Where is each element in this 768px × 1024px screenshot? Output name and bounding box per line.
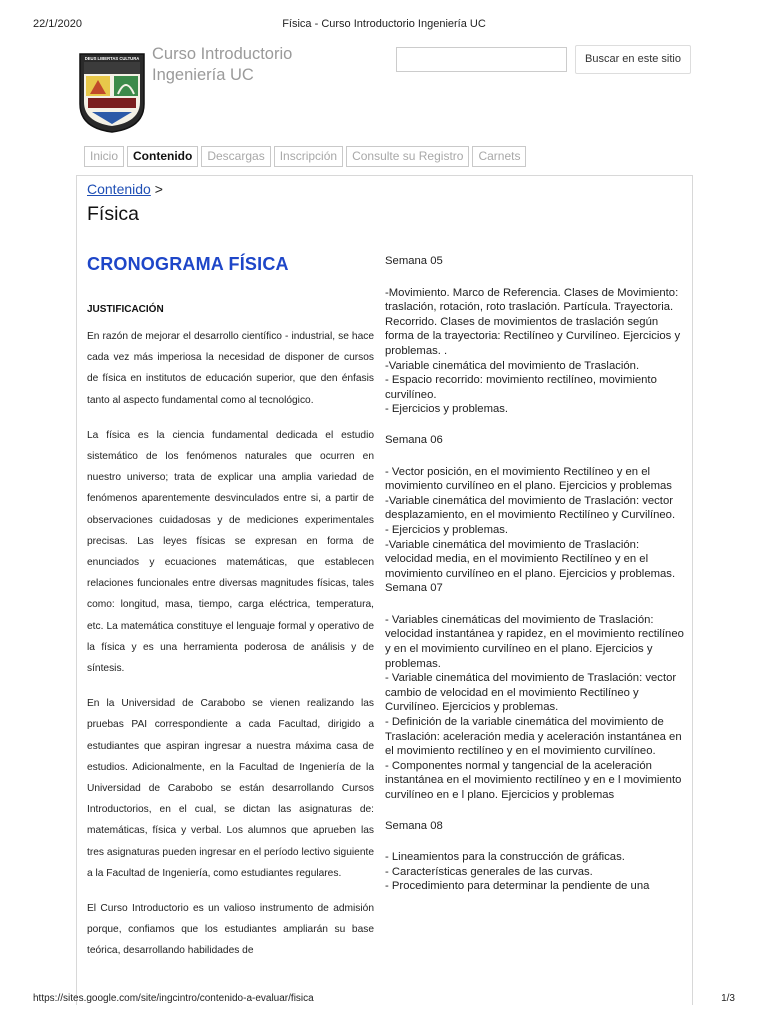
paragraph: El Curso Introductorio es un valioso instrumento de admisión porque, confiamos que los estudiantes ampliarán su base teórica, desarrollando habilidades de — [87, 903, 374, 957]
cronograma-heading: CRONOGRAMA FÍSICA — [87, 254, 289, 274]
paragraph: La física es la ciencia fundamental dedicada el estudio sistemático de los fenómenos naturales que ocurren en nuestro universo; trata de explicar una amplia variedad de fenómenos aparentemente desvinculados entre si, a partir de observaciones cuidadosas y de mediciones experimentales precisas. Las leyes físicas se expresan en forma de enunciados y ecuaciones matemáticas, que establecen relaciones funcionales entre diversas magnitudes físicas, tales como: longitud, masa, tiempo, carga eléctrica, temperatura, etc. La matemática constituye el lenguaje formal y operativo de la física y es una herramienta poderosa de análisis y de síntesis. — [87, 429, 374, 675]
print-title: Física - Curso Introductorio Ingeniería UC — [282, 18, 486, 30]
content-area — [76, 175, 693, 1005]
justification-heading: JUSTIFICACIÓN — [87, 304, 164, 315]
topic-line: - Definición de la variable cinemática del movimiento de Traslación: aceleración media y aceleración instantánea en el movimiento rectilíneo y en el movimiento curvilíneo. — [385, 716, 682, 758]
topic-line: -Variable cinemática del movimiento de Traslación. — [385, 359, 640, 372]
topic-line: - Variable cinemática del movimiento de Traslación: vector cambio de velocidad en el movimiento Rectilíneo y Curvilíneo. Ejercicios y problemas. — [385, 672, 677, 714]
left-column — [87, 254, 374, 962]
print-date: 22/1/2020 — [33, 18, 82, 30]
breadcrumb — [87, 181, 163, 197]
paragraph: En razón de mejorar el desarrollo científico - industrial, se hace cada vez más imperiosa la necesidad de disponer de cursos de física en institutos de educación superior, que den énfasis tanto al aspecto fundamental como al tecnológico. — [87, 331, 374, 406]
topic-line: - Vector posición, en el movimiento Rectilíneo y en el movimiento curvilíneo en el plano. Ejercicios y problemas — [385, 465, 672, 493]
site-title-line1: Curso Introductorio — [152, 45, 293, 63]
logo-motto: DEUS LIBERTAS CULTURA — [84, 56, 140, 61]
search-input[interactable] — [396, 47, 567, 72]
breadcrumb-separator: > — [154, 181, 163, 197]
topic-line: -Variable cinemática del movimiento de Traslación: vector desplazamiento, en el movimiento Rectilíneo y Curvilíneo. — [385, 494, 676, 522]
tab-carnets[interactable]: Carnets — [472, 146, 526, 167]
print-footer — [0, 990, 768, 1010]
topic-line: - Ejercicios y problemas. — [385, 523, 509, 536]
tab-inicio[interactable]: Inicio — [84, 146, 124, 167]
crest-icon — [78, 52, 146, 134]
topic-line: - Ejercicios y problemas. — [385, 403, 509, 416]
search-button[interactable]: Buscar en este sitio — [575, 45, 691, 74]
breadcrumb-link-contenido[interactable]: Contenido — [87, 181, 151, 197]
week-label: Semana 06 — [385, 433, 443, 446]
week-content — [385, 286, 685, 417]
week-content — [385, 465, 685, 582]
site-title-line2: Ingeniería UC — [152, 66, 254, 84]
page-number: 1/3 — [721, 993, 735, 1004]
paragraph: En la Universidad de Carabobo se vienen realizando las pruebas PAI correspondiente a cada Facultad, dirigido a estudiantes que aspiran ingresar a nuestra máxima casa de estudios. Adicionalmente, en la Facultad de Ingeniería de la Universidad de Carabobo se están desarrollando Cursos Introductorios, en el cual, se dictan las asignaturas de: matemáticas, física y verbal. Los alumnos que aprueben las tres asignaturas pueden ingresar en el período lectivo siguiente a la Facultad de Ingeniería, como estudiantes regulares. — [87, 698, 374, 879]
week-label: Semana 05 — [385, 255, 443, 267]
tab-inscripcion[interactable]: Inscripción — [274, 146, 343, 167]
week-content — [385, 613, 685, 803]
topic-line: -Variable cinemática del movimiento de Traslación: velocidad media, en el movimiento Rectilíneo y en el movimiento curvilíneo en el plano. Ejercicios y problemas. — [385, 538, 676, 580]
topic-line: - Características generales de las curvas. — [385, 865, 593, 878]
page-title: Física — [87, 203, 140, 225]
week-label: Semana 08 — [385, 819, 443, 832]
topic-line: - Variables cinemáticas del movimiento de Traslación: velocidad instantánea y rapidez, en el movimiento rectilíneo y en el movimiento curvilíneo en el plano. Ejercicios y problemas. — [385, 613, 684, 670]
page-url: https://sites.google.com/site/ingcintro/contenido-a-evaluar/fisica — [33, 993, 314, 1004]
topic-line: -Movimiento. Marco de Referencia. Clases de Movimiento: traslación, rotación, roto traslación. Partícula. Trayectoria. Recorrido. Clases de movimientos de traslación según forma de la trayectoria: Rectilíneo y Curvilíneo. Ejercicios y problemas. . — [385, 286, 681, 357]
tab-consulte-registro[interactable]: Consulte su Registro — [346, 146, 469, 167]
tab-descargas[interactable]: Descargas — [201, 146, 270, 167]
topic-line: - Procedimiento para determinar la pendiente de una — [385, 880, 650, 893]
print-header — [0, 0, 768, 40]
week-label: Semana 07 — [385, 582, 443, 595]
topic-line: - Lineamientos para la construcción de gráficas. — [385, 851, 625, 864]
main-nav — [84, 146, 526, 167]
university-logo[interactable] — [78, 52, 146, 134]
site-title[interactable] — [152, 44, 292, 86]
week-content — [385, 850, 685, 894]
topic-line: - Espacio recorrido: movimiento rectilíneo, movimiento curvilíneo. — [385, 374, 657, 401]
right-column — [385, 254, 685, 894]
topic-line: - Componentes normal y tangencial de la aceleración instantánea en el movimiento rectilíneo y en e l movimiento curvilíneo en e l plano. Ejercicios y problemas — [385, 759, 682, 801]
tab-contenido[interactable]: Contenido — [127, 146, 198, 167]
